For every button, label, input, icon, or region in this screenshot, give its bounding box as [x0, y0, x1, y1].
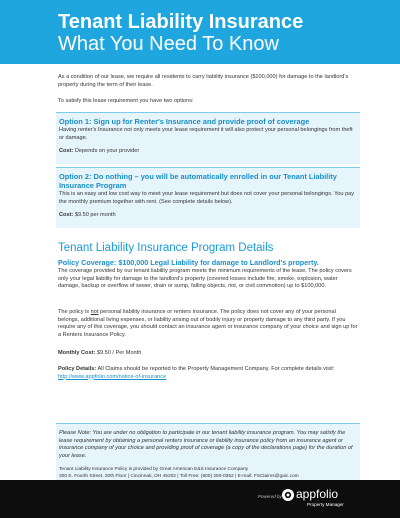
appfolio-logo-icon [282, 489, 294, 501]
coverage-body: The coverage provided by our tenant liability program meets the minimum requirements of the lease. The policy covers only your legal liability for damage to the landlord's property (covered losses include fire, smoke, explosion, water damage, backup or overflow of sewer, drain or sump, falling objects, riot, or civil commotion) up to $100,000. [58, 268, 352, 290]
option-2-cost [59, 212, 357, 220]
provider-block [59, 466, 357, 480]
policy-details-link[interactable]: http://www.appfolio.com/notice-of-insurance [58, 373, 167, 380]
footer-bar [0, 480, 400, 518]
provider-address: 300 E. Fourth Street, 20th Floor | Cincinnati, OH 45202 | Toll Free: (800) 260-0352 | E-mail: FSClaims@gaic.com [59, 474, 299, 480]
option-1-cost-value: Depends on your provider [74, 148, 140, 155]
not-pre: The policy is [58, 309, 91, 315]
policy-details-label: Policy Details: [58, 366, 97, 372]
monthly-cost [58, 350, 358, 358]
not-word: not [90, 309, 99, 315]
option-1-cost-label: Cost: [59, 148, 74, 155]
appfolio-logo-text: appfolio [296, 487, 339, 501]
policy-details-text: All Claims should be reported to the Property Management Company. For complete details visit: [97, 366, 335, 372]
not-personal-liability-paragraph [58, 309, 358, 339]
option-2-panel [56, 167, 360, 228]
not-post: personal liability insurance or renters insurance. The policy does not cover any of your personal belongs, additional living expenses, or liability arising out of bodily injury or property damage to any third party. If you require any of this coverage, you should contact an insurance agent or insurance company of your choice and sign up for a Renters Insurance Policy. [58, 309, 358, 338]
appfolio-logo-subtitle: Property Manager [307, 502, 344, 507]
option-1-heading: Option 1: Sign up for Renter's Insurance and provide proof of coverage [59, 117, 310, 126]
monthly-cost-value: $9.50 / Per Month [96, 350, 142, 356]
policy-details [58, 366, 358, 381]
powered-by-label: Powered by [258, 494, 282, 499]
option-2-cost-label: Cost: [59, 212, 74, 219]
coverage-heading: Policy Coverage: $100,000 Legal Liability for damage to Landlord's property. [58, 258, 319, 267]
provider-name: Tenant Liability Insurance Policy is provided by Great American E&S Insurance Company [59, 467, 249, 473]
program-title: Tenant Liability Insurance Program Details [58, 242, 274, 254]
option-2-body: This is an easy and low cost way to meet your lease requirement but does not cover your personal belongings. You pay the monthly premium together with rent. (See complete details below). [59, 191, 355, 205]
option-1-cost [59, 148, 357, 156]
page-subtitle: What You Need To Know [58, 33, 279, 55]
option-1-panel [56, 112, 360, 164]
please-note-text: Please Note: You are under no obligation to participate in our tenant liability insurance program. You may satisfy the lease requirement by obtaining a personal renters insurance or liability insurance policy from an insurance agent or insurance company of your choice and providing proof of coverage (a copy of the declarations page) for the duration of your lease. [59, 430, 353, 459]
option-2-cost-value: $9.50 per month [74, 212, 116, 219]
option-2-heading: Option 2: Do nothing – you will be automatically enrolled in our Tenant Liability Insurance Program [59, 172, 337, 190]
header-banner [0, 0, 400, 64]
option-1-body: Having renter's Insurance not only meets your lease requirement it will also protect your personal belongings from theft or damage. [59, 127, 353, 141]
monthly-cost-label: Monthly Cost: [58, 350, 96, 356]
page-title: Tenant Liability Insurance [58, 11, 304, 33]
intro-condition: As a condition of our lease, we require all residents to carry liability insurance ($100,000) for damage to the landlord's property during the term of their lease. [58, 74, 349, 88]
intro-options-lead: To satisfy this lease requirement you have two options: [58, 98, 194, 104]
